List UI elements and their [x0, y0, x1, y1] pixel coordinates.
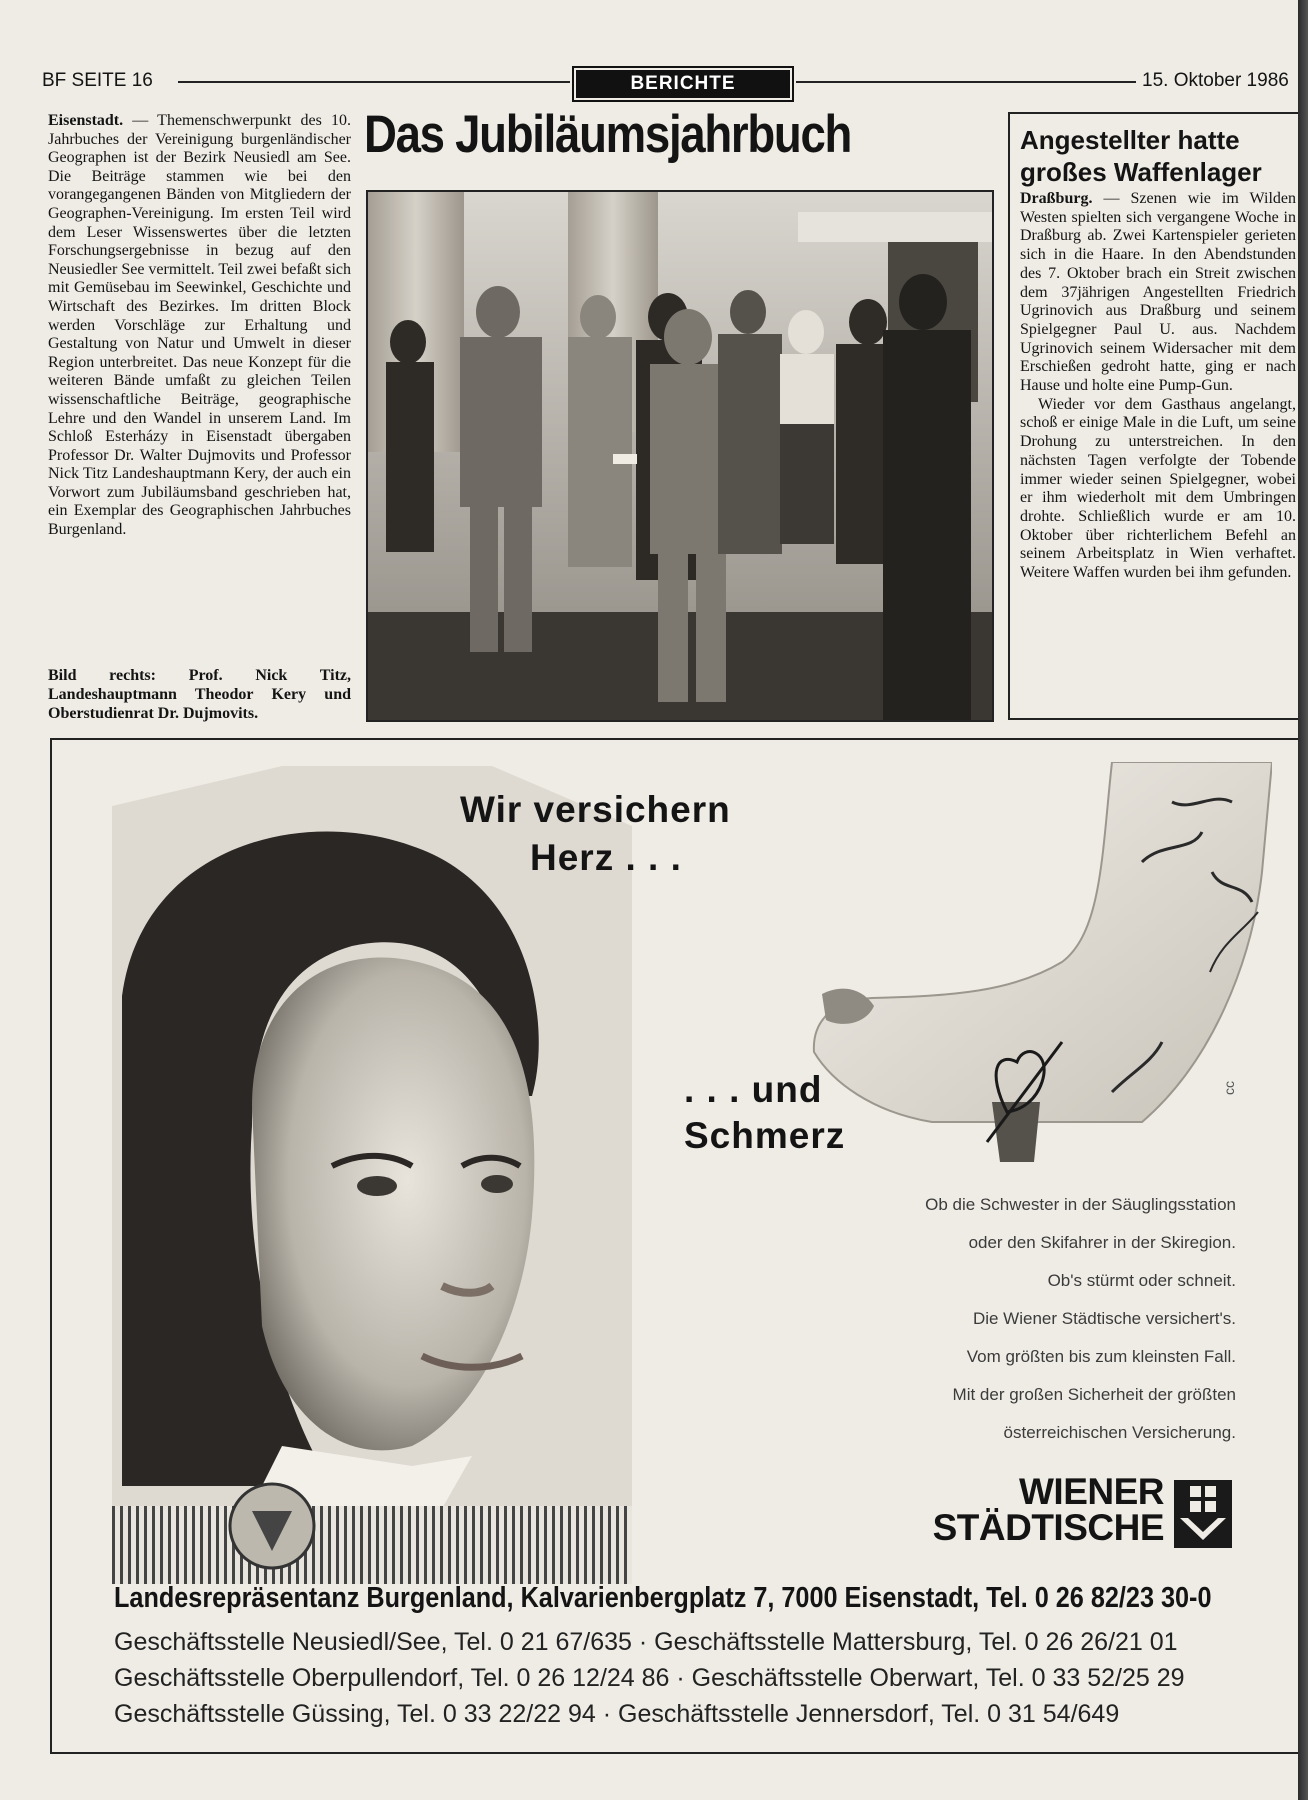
page-edge-shadow: [1298, 0, 1308, 1800]
ad-office-line: Geschäftsstelle Neusiedl/See, Tel. 0 21 67/635 · Geschäftsstelle Mattersburg, Tel. 0 26 26/21 01: [114, 1628, 1178, 1656]
paragraph-1: — Szenen wie im Wilden Westen spielten sich vergangene Woche in Draßburg ab. Zwei Kartenspieler gerieten sich in die Haare. In den Abendstunden des 7. Oktober brach ein Streit zwischen dem 37jährigen Angestellten Friedrich Ugrinovich aus Draßburg und seinem Spielgegner Paul U. aus. Nachdem Ugrinovich seinem Widersacher mit dem Erschießen gedroht hatte, ging er nach Hause und holte eine Pump-Gun.: [1020, 190, 1296, 395]
header-rule-left: [178, 81, 570, 83]
ad-body-text: [760, 1186, 1236, 1452]
cast-foot-image: [812, 762, 1272, 1164]
photo-caption: Bild rechts: Prof. Nick Titz, Landeshauptmann Theodor Kery und Oberstudienrat Dr. Dujmovits.: [48, 667, 351, 722]
dateline-eisenstadt: Eisenstadt.: [48, 112, 124, 129]
shield-logo-icon: [1172, 1478, 1234, 1550]
news-photo: [366, 190, 994, 722]
ad-office-line: Geschäftsstelle Güssing, Tel. 0 33 22/22 94 · Geschäftsstelle Jennersdorf, Tel. 0 31 54/649: [114, 1700, 1120, 1728]
ad-subheadline-und: . . . und: [684, 1069, 823, 1110]
headline-jubilaeumsjahrbuch: Das Jubiläumsjahrbuch: [364, 105, 852, 164]
ad-body-line: oder den Skifahrer in der Skiregion.: [968, 1233, 1236, 1252]
article-text: — Themenschwerpunkt des 10. Jahrbuches der Vereinigung burgenländischer Geographen ist der Bezirk Neusiedl am See. Die Beiträge stammen wie bei den vorangegangenen Bänden von Mitgliedern der Geographen-Vereinigung. Im ersten Teil wird dem Leser Wissenswertes über die letzten Forschungsergebnisse in bezug auf den Neusiedler See vermittelt. Teil zwei befaßt sich mit Gemüsebau im Seewinkel, Geschichte und Wirtschaft des Bezirkes. Im dritten Block werden Vorschläge zur Erhaltung und Gestaltung von Natur und Umwelt in dieser Region unterbreitet. Das neue Konzept für die weiteren Bände umfaßt zu gleichen Teilen wissenschaftliche Beiträge, geographische Lehre und den Wandel in unserem Land. Im Schloß Esterházy in Eisenstadt übergaben Professor Dr. Walter Dujmovits und Professor Nick Titz Landeshauptmann Kery, der auch ein Vorwort zum Jubiläumsband geschrieben hat, ein Exemplar des Geographischen Jahrbuches Burgenland.: [48, 112, 351, 539]
headline-waffenlager: Angestellter hatte großes Waffenlager: [1020, 125, 1262, 187]
page-number: BF SEITE 16: [42, 70, 153, 91]
photo-credit: cc: [1221, 1081, 1237, 1095]
section-label: BERICHTE: [572, 66, 794, 102]
dateline-drassburg: Draßburg.: [1020, 190, 1093, 207]
ad-body-line: Mit der großen Sicherheit der größten: [952, 1385, 1236, 1404]
article-waffenlager-body: [1020, 190, 1296, 583]
ad-headline-line2: Herz . . .: [530, 837, 682, 878]
ceremony-photo-image: [368, 192, 992, 720]
paragraph-2: Wieder vor dem Gasthaus angelangt, schoß er einige Male in die Luft, um seine Drohung zu unterstreichen. In den nächsten Tagen verfolgte der Tobende immer wieder seinen Spielgegner, wobei er ihm wiederholt mit dem Umbringen drohte. Schließlich wurde er am 10. Oktober über richterlichem Befehl an seinem Arbeitsplatz in Wien verhaftet. Weitere Waffen wurden bei ihm gefunden.: [1020, 395, 1296, 582]
ad-body-line: Die Wiener Städtische versichert's.: [972, 1309, 1236, 1328]
ad-headline-line1: Wir versichern: [460, 789, 731, 830]
logo-line-1: WIENER: [1019, 1471, 1164, 1512]
woman-portrait-image: [112, 766, 632, 1584]
ad-main-office: Landesrepräsentanz Burgenland, Kalvarienbergplatz 7, 7000 Eisenstadt, Tel. 0 26 82/23 30-0: [114, 1582, 1212, 1614]
ad-subheadline-schmerz: Schmerz: [684, 1115, 846, 1156]
issue-date: 15. Oktober 1986: [1142, 70, 1289, 91]
ad-body-line: Vom größten bis zum kleinsten Fall.: [966, 1347, 1236, 1366]
wiener-staedtische-logo-text: [906, 1471, 1164, 1548]
ad-office-line: Geschäftsstelle Oberpullendorf, Tel. 0 26 12/24 86 · Geschäftsstelle Oberwart, Tel. 0 33 52/25 29: [114, 1664, 1185, 1692]
ad-body-line: Ob's stürmt oder schneit.: [1047, 1271, 1236, 1290]
ad-body-line: österreichischen Versicherung.: [1003, 1423, 1236, 1442]
logo-line-2: STÄDTISCHE: [932, 1507, 1164, 1548]
header-rule-right: [796, 81, 1136, 83]
ad-body-line: Ob die Schwester in der Säuglingsstation: [925, 1195, 1236, 1214]
article-jahrbuch-body: [48, 112, 351, 540]
